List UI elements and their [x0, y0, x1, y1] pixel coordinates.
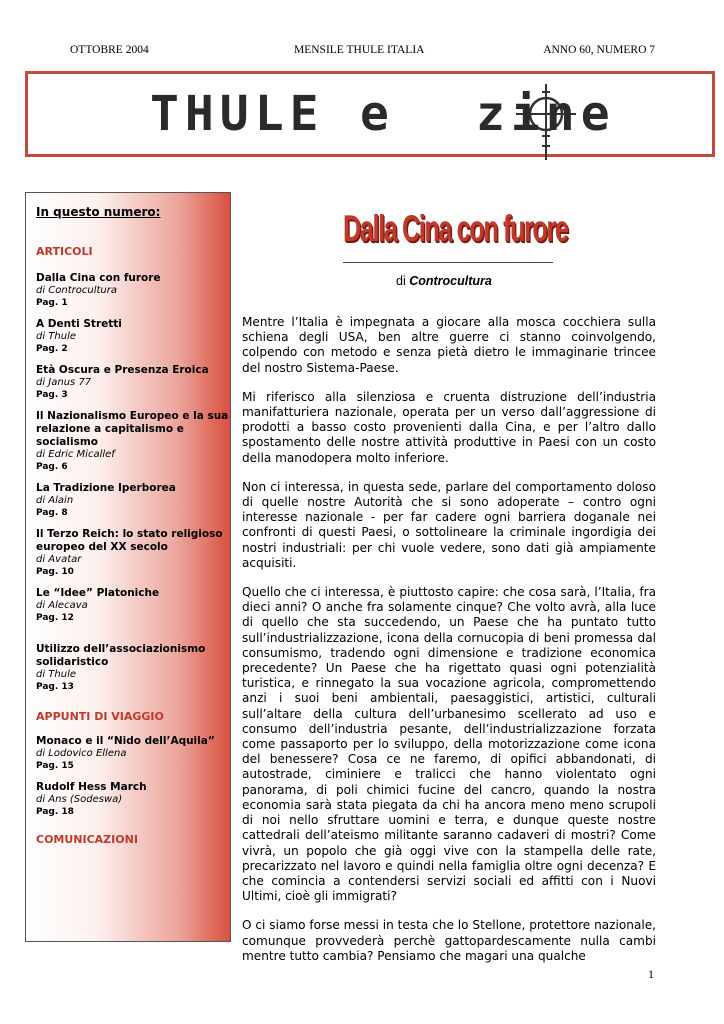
article-body: [242, 315, 656, 978]
toc-item-author: di Lodovico Ellena: [36, 748, 127, 759]
toc-item[interactable]: [36, 272, 230, 309]
toc-item-title: Le “Idee” Platoniche: [36, 587, 160, 599]
toc-item[interactable]: [36, 364, 230, 401]
logo-letter-e: e: [360, 86, 395, 142]
toc-item-page: Pag. 10: [36, 567, 74, 577]
byline-author: Controcultura: [409, 274, 492, 288]
toc-item-page: Pag. 13: [36, 682, 74, 692]
toc-item[interactable]: [36, 781, 230, 818]
toc-item-page: Pag. 18: [36, 807, 74, 817]
running-header: [70, 44, 655, 60]
page-number: 1: [648, 967, 654, 981]
toc-item-title: Utilizzo dell’associazionismo solidaristico: [36, 643, 206, 668]
byline-prefix: di: [396, 274, 406, 288]
toc-item-title: Rudolf Hess March: [36, 781, 147, 793]
article-title: Dalla Cina con furore: [343, 208, 568, 249]
header-publication: MENSILE THULE ITALIA: [294, 44, 425, 56]
header-issue: ANNO 60, NUMERO 7: [543, 44, 655, 56]
toc-item-title: Il Terzo Reich: lo stato religioso europeo del XX secolo: [36, 528, 223, 553]
toc-item-page: Pag. 15: [36, 761, 74, 771]
toc-item[interactable]: [36, 318, 230, 355]
toc-item-page: Pag. 12: [36, 613, 74, 623]
masthead-logo: [150, 84, 616, 144]
toc-item[interactable]: [36, 643, 230, 693]
toc-item-title: A Denti Stretti: [36, 318, 122, 330]
toc-item-page: Pag. 8: [36, 508, 68, 518]
toc-item-title: Età Oscura e Presenza Eroica: [36, 364, 209, 376]
logo-word-thule: THULE: [150, 86, 325, 142]
toc-item-author: di Edric Micallef: [36, 449, 115, 460]
toc-section-title: COMUNICAZIONI: [36, 833, 138, 846]
toc-item[interactable]: [36, 410, 230, 473]
toc-item-author: di Janus 77: [36, 377, 92, 388]
toc-item-title: Dalla Cina con furore: [36, 272, 161, 284]
toc-item-author: di Alecava: [36, 600, 88, 611]
toc-item-page: Pag. 1: [36, 298, 68, 308]
toc-item-author: di Thule: [36, 669, 77, 680]
toc-item-author: di Alain: [36, 495, 74, 506]
article-byline: [396, 274, 492, 288]
article-paragraph: Quello che ci interessa, è piuttosto capire: che cosa sarà, l’Italia, fra dieci anni? O anche fra solamente cinque? Che volto avrà, alla luce di quello che sta succedendo, un Paese che ha puntato tutto sull’industrializzazione, icona della cornucopia di beni promessa dal consumismo, tradendo ogni dimensione e tradizione economica precedente? Un Paese che ha rigettato quasi ogni potenzialità turistica, e rinnegato la sua vocazione agricola, compromettendo anzi i suoi beni ambientali, paesaggistici, artistici, culturali sull’altare della cultura dell’urbanesimo scellerato ad uso e consumo dell’industria pesante, dell’industrializzazione forzata come passaporto per lo sviluppo, della motorizzazione come icona del benessere? Cosa ce ne faremo, di opifici abbandonati, di autostrade, ciminiere e tralicci che hanno violentato ogni panorama, di poli chimici fucine del cancro, quando la nostra economia sarà stata piegata da chi ha ancora meno meno scrupoli di noi nello sfruttare uomini e terra, e dunque queste nostre cattedrali dell’ateismo militante saranno cadaveri di mostri? Come vivrà, un popolo che già oggi vive con la stampella delle rate, precarizzato nel lavoro e quindi nella famiglia oltre ogni decenza? E che comincia a contendersi servizi sociali ed affitti con i Nuovi Ultimi, cioè gli immigrati?: [242, 585, 656, 904]
article-paragraph: O ci siamo forse messi in testa che lo Stellone, protettore nazionale, comunque provvederà perchè gattopardescamente nulla cambi mentre tutto cambia? Pensiamo che magari una qualche: [242, 918, 656, 963]
toc-item-title: Il Nazionalismo Europeo e la sua relazione a capitalismo e socialismo: [36, 410, 229, 448]
masthead-banner: [25, 71, 715, 157]
toc-item-author: di Avatar: [36, 554, 82, 565]
article-paragraph: Mentre l’Italia è impegnata a giocare alla mosca cocchiera sulla schiena degli USA, ben altre guerre ci stanno coinvolgendo, colpendo con metodo e senza pietà dietro le immaginarie trincee del nostro Sistema-Paese.: [242, 315, 656, 375]
toc-section-title: APPUNTI DI VIAGGIO: [36, 710, 164, 723]
toc-item-page: Pag. 6: [36, 462, 68, 472]
toc-item-page: Pag. 2: [36, 344, 68, 354]
toc-item-page: Pag. 3: [36, 390, 68, 400]
article-title-block: [343, 200, 568, 263]
logo-word-zine: zine: [476, 86, 616, 142]
toc-item[interactable]: [36, 735, 230, 772]
toc-item-title: La Tradizione Iperborea: [36, 482, 176, 494]
toc-item-author: di Ans (Sodeswa): [36, 794, 123, 805]
toc-item[interactable]: [36, 482, 230, 519]
toc-section-title: ARTICOLI: [36, 245, 93, 258]
toc-item[interactable]: [36, 587, 230, 624]
toc-item[interactable]: [36, 528, 230, 578]
toc-item-author: di Controcultura: [36, 285, 118, 296]
table-of-contents: [25, 192, 231, 942]
header-date: OTTOBRE 2004: [70, 44, 149, 56]
toc-heading: In questo numero:: [36, 205, 161, 219]
article-paragraph: Mi riferisco alla silenziosa e cruenta distruzione dell’industria manifatturiera nazionale, operata per un verso dall’aggressione di prodotti a basso costo provenienti dalla Cina, e per l’altro dallo spostamento delle nostre attività produttive in Paesi con un costo della manodopera molto inferiore.: [242, 389, 656, 465]
article-paragraph: Non ci interessa, in questa sede, parlare del comportamento doloso di quelle nostre Autorità che si sono adoperate – contro ogni interesse nazionale - per far cadere ogni barriera doganale nei confronti di questi Paesi, o sottolineare la criminale ingordigia dei nostri industriali: per chi vuole vedere, sono dati già ampiamente acquisiti.: [242, 479, 656, 570]
toc-item-author: di Thule: [36, 331, 77, 342]
toc-item-title: Monaco e il “Nido dell’Aquila”: [36, 735, 215, 747]
